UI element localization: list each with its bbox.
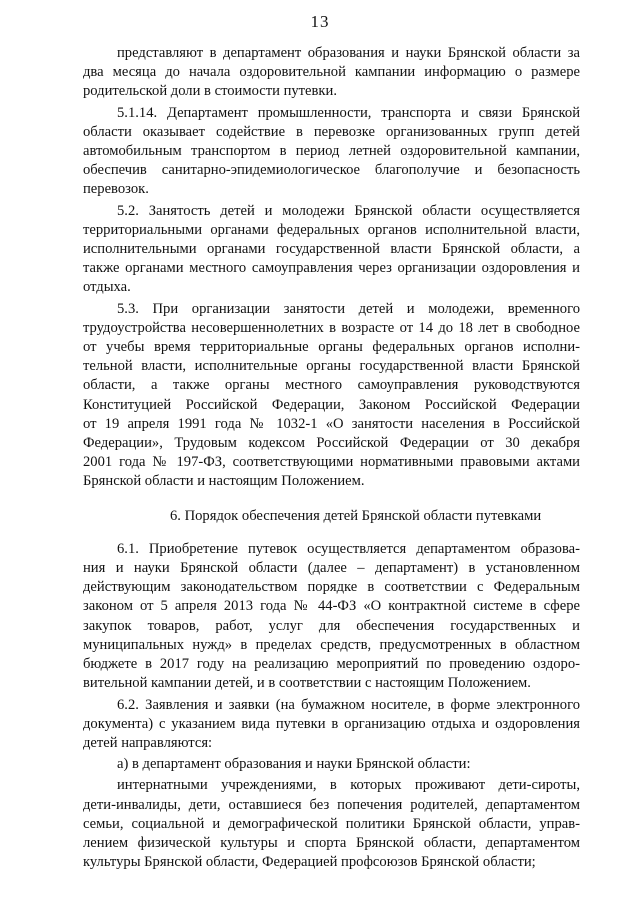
text-line: интернатными учреждениями, в которых проживают дети-сироты, [117,777,580,794]
text-line: 5.2. Занятость детей и молодежи Брянской области осуществляется [117,202,580,219]
text-line: отдыха. [83,279,131,296]
text-line: автомобильным транспортом в период летней оздоровительной кампании, [83,143,580,160]
page-number: 13 [310,12,330,31]
text-line: семьи, социальной и демографической политики Брянской области, управ- [83,815,580,832]
paragraph [83,696,580,754]
text-line: законом от 5 апреля 2013 года № 44-ФЗ «О контрактной системе в сфере [83,598,580,615]
text-line: области, а также органы местного самоуправления руководствуются [83,377,580,394]
paragraph [83,755,580,774]
text-line: бюджете в 2017 году на реализацию мероприятий по проведению оздоро- [83,656,580,673]
paragraph [83,776,580,872]
text-line: перевозок. [83,181,149,198]
text-line: культуры Брянской области, Федерацией профсоюзов Брянской области; [83,854,536,871]
paragraph [83,44,580,102]
text-line: закупок товаров, работ, услуг для обеспечения государственных и [83,617,580,634]
text-line: обеспечив санитарно-эпидемиологическое благополучие и безопасность [83,162,580,179]
text-line: два месяца до начала оздоровительной кампании информацию о размере [83,64,580,81]
text-line: исполнительными органами государственной власти Брянской области, а [83,241,580,258]
section-heading: 6. Порядок обеспечения детей Брянской области путевками [170,507,542,524]
text-line: муниципальных нужд» в пределах средств, предусмотренных в областном [83,636,580,653]
paragraphs-bottom [83,540,580,872]
text-line: территориальными органами федеральных органов исполнительной власти, [83,221,580,238]
text-line: вительной кампании детей, и в соответствии с настоящим Положением. [83,675,531,692]
paragraph [83,540,580,694]
text-line: 2001 года № 197-ФЗ, соответствующими нормативными правовыми актами [83,454,580,471]
text-line: лением физической культуры и спорта Брянской области, департаментом [83,834,580,851]
text-line: тельной власти, исполнительные органы государственной власти Брянской [83,358,580,375]
text-line: ния и науки Брянской области (далее – департамент) в установленном [83,560,580,577]
paragraphs-top [83,44,580,492]
text-line: 5.3. При организации занятости детей и молодежи, временного [117,300,580,317]
paragraph [83,104,580,200]
text-line: от учебы время территориальные органы федеральных органов исполни- [83,339,580,356]
text-line: 5.1.14. Департамент промышленности, транспорта и связи Брянской [117,104,580,121]
text-line: также органами местного самоуправления через организации оздоровления и [83,260,580,277]
text-line: Федерации», Трудовым кодексом Российской Федерации от 30 декабря [83,435,580,452]
text-line: документа) с указанием вида путевки в организацию отдыха и оздоровления [83,715,580,732]
text-line: трудоустройства несовершеннолетних в возрасте от 14 до 18 лет в свободное [83,319,580,336]
text-line: дети-инвалиды, дети, оставшиеся без попечения родителей, департаментом [83,796,580,813]
text-line: действующим законодательством порядке в соответствии с Федеральным [83,579,580,596]
text-line: Конституцией Российской Федерации, Законом Российской Федерации [83,396,580,413]
text-line: представляют в департамент образования и науки Брянской области за [117,45,580,61]
text-line: Брянской области и настоящим Положением. [83,473,365,490]
text-line: 6.1. Приобретение путевок осуществляется департаментом образова- [117,540,580,557]
text-line: родительской доли в стоимости путевки. [83,83,337,100]
paragraph [83,300,580,492]
paragraph [83,202,580,298]
text-line: а) в департамент образования и науки Брянской области: [117,756,471,773]
document-body [83,44,580,874]
text-line: от 19 апреля 1991 года № 1032-1 «О занятости населения в Российской [83,415,580,432]
text-line: области оказывает содействие в перевозке организованных групп детей [83,123,580,140]
text-line: детей направляются: [83,734,213,751]
text-line: 6.2. Заявления и заявки (на бумажном носителе, в форме электронного [117,696,580,713]
